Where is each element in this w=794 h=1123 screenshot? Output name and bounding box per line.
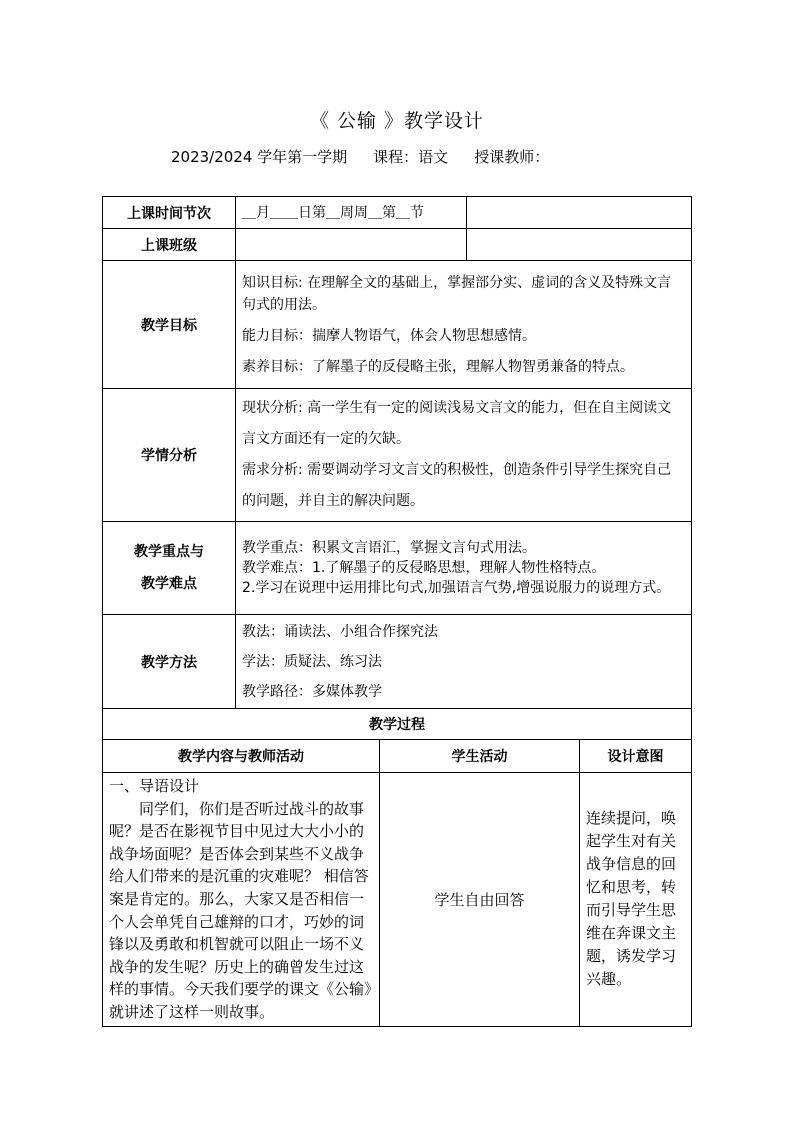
method-learning: 学法：质疑法、练习法 — [242, 653, 382, 670]
col-intent-header: 设计意图 — [580, 740, 692, 773]
key-label-line1: 教学重点与 — [134, 544, 204, 560]
analysis-need: 需求分析: 需要调动学习文言文的积极性，创造条件引导学生探究自己的问题，并自主的解决问题。 — [242, 462, 672, 509]
intro-heading: 一、导语设计 — [109, 777, 200, 795]
design-intent: 连续提问，唤起学生对有关战争信息的回忆和思考，转而引导学生思维在奔课文主题，诱发学习兴趣。 — [580, 773, 692, 1027]
intro-body: 同学们，你们是否听过战斗的故事呢？是否在影视节目中见过大大小小的战争场面呢？是否体会到某些不义战争给人们带来的是沉重的灾难呢？ 相信答案是肯定的。那么，大家又是否相信一个人会单凭自己雄辩的口才，巧妙的词锋以及勇敢和机智就可以阻止一场不义战争的发生呢？历史上的确曾发生过这样的事情。今天我们要学的课文《公输》就讲述了这样一则故事。 — [109, 799, 372, 1021]
goal-literacy: 素养目标：了解墨子的反侵略主张，理解人物智勇兼备的特点。 — [242, 358, 634, 375]
goals-label: 教学目标 — [103, 261, 236, 389]
key-focus: 教学重点：积累文言语汇，掌握文言句式用法。 — [242, 540, 536, 556]
goal-ability: 能力目标：揣摩人物语气，体会人物思想感情。 — [242, 327, 536, 344]
process-label: 教学过程 — [103, 709, 692, 740]
row-class — [103, 229, 692, 261]
class-value — [236, 229, 467, 261]
school-year: 2023/2024 学年第一学期 — [171, 148, 348, 166]
key-label-line2: 教学难点 — [141, 576, 197, 592]
row-process-columns — [103, 740, 692, 773]
key-difficulty: 教学难点：1.了解墨子的反侵略思想，理解人物性格特点。 — [242, 560, 606, 576]
class-time-blank — [467, 197, 692, 229]
methods-label: 教学方法 — [103, 615, 236, 709]
row-goals — [103, 261, 692, 389]
goals-content — [236, 261, 692, 389]
row-process-heading — [103, 709, 692, 740]
class-time-value: ＿月＿＿日第＿周周＿第＿节 — [236, 197, 467, 229]
key-label — [103, 522, 236, 615]
method-teaching: 教法：诵读法、小组合作探究法 — [242, 623, 438, 640]
analysis-label: 学情分析 — [103, 389, 236, 522]
class-blank — [467, 229, 692, 261]
key-difficulty-2: 2.学习在说理中运用排比句式,加强语言气势,增强说服力的说理方式。 — [242, 580, 671, 596]
col-student-header: 学生活动 — [380, 740, 580, 773]
goal-knowledge: 知识目标: 在理解全文的基础上，掌握部分实、虚词的含义及特殊文言句式的用法。 — [242, 274, 672, 313]
course: 课程：语文 — [373, 148, 449, 166]
analysis-content — [236, 389, 692, 522]
analysis-current: 现状分析: 高一学生有一定的阅读浅易文言文的能力，但在自主阅读文言文方面还有一定的欠缺。 — [242, 400, 672, 447]
row-analysis — [103, 389, 692, 522]
method-path: 教学路径：多媒体教学 — [242, 683, 382, 700]
page-subtitle — [171, 146, 575, 167]
lesson-plan-table — [102, 196, 692, 1027]
methods-content — [236, 615, 692, 709]
class-time-label: 上课时间节次 — [103, 197, 236, 229]
student-activity: 学生自由回答 — [380, 773, 580, 1027]
page-title: 《 公输 》教学设计 — [309, 110, 485, 132]
intro-content — [103, 773, 380, 1027]
row-methods — [103, 615, 692, 709]
row-intro — [103, 773, 692, 1027]
row-class-time — [103, 197, 692, 229]
class-label: 上课班级 — [103, 229, 236, 261]
col-content-header: 教学内容与教师活动 — [103, 740, 380, 773]
key-content — [236, 522, 692, 615]
row-key-points — [103, 522, 692, 615]
teacher: 授课教师： — [474, 148, 550, 166]
